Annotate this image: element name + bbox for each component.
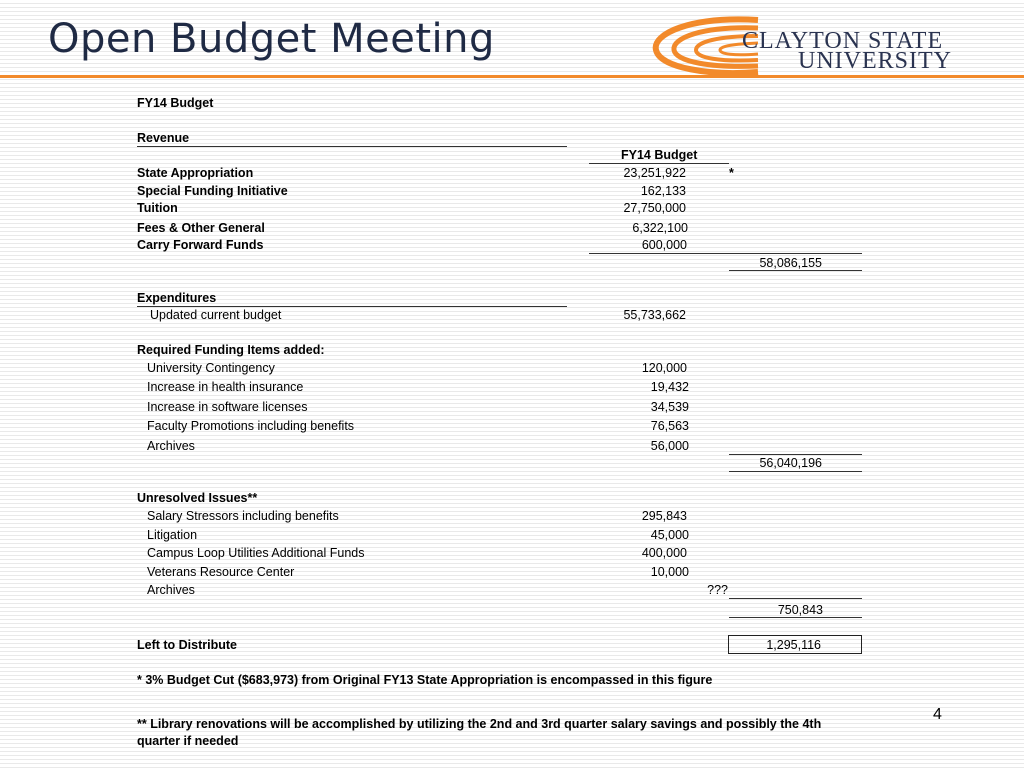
unresolved-item-label: Campus Loop Utilities Additional Funds <box>147 546 365 560</box>
revenue-item-label: State Appropriation <box>137 166 254 180</box>
required-item-label: Archives <box>147 439 195 453</box>
logo-text-line1: CLAYTON STATE <box>742 28 944 54</box>
footnote-library: ** Library renovations will be accomplished by utilizing the 2nd and 3rd quarter salary savings and possibly the 4th quarter if needed <box>137 717 822 748</box>
university-logo <box>650 14 980 78</box>
logo-text-line2: UNIVERSITY <box>798 48 952 74</box>
required-total-underline <box>729 471 862 472</box>
revenue-note-marker: * <box>729 166 734 180</box>
revenue-item-value: 23,251,922 <box>623 166 686 180</box>
unresolved-item-label: Litigation <box>147 528 198 542</box>
unresolved-subtotal-rule <box>729 598 862 599</box>
required-item-value: 76,563 <box>650 419 689 433</box>
required-item-label: Increase in software licenses <box>147 400 308 414</box>
revenue-item-label: Carry Forward Funds <box>137 238 264 252</box>
revenue-item-value: 27,750,000 <box>623 201 686 215</box>
revenue-subtotal-rule <box>589 253 862 254</box>
page-title: Open Budget Meeting <box>48 16 495 62</box>
page-number: 4 <box>933 706 942 723</box>
revenue-total-underline <box>729 270 862 271</box>
unresolved-item-value: 400,000 <box>641 546 687 560</box>
revenue-item-value: 6,322,100 <box>632 221 688 235</box>
required-item-value: 56,000 <box>650 439 689 453</box>
unresolved-item-label: Veterans Resource Center <box>147 565 295 579</box>
required-item-value: 120,000 <box>641 361 687 375</box>
unresolved-heading: Unresolved Issues** <box>137 491 258 505</box>
unresolved-item-value: 295,843 <box>641 509 687 523</box>
left-to-distribute-value: 1,295,116 <box>766 638 821 652</box>
footnote-budget-cut: * 3% Budget Cut ($683,973) from Original FY13 State Appropriation is encompassed in this figure <box>137 673 713 687</box>
required-item-label: Faculty Promotions including benefits <box>147 419 355 433</box>
required-subtotal-rule <box>729 454 862 455</box>
unresolved-item-label: Salary Stressors including benefits <box>147 509 339 523</box>
revenue-item-value: 600,000 <box>641 238 687 252</box>
revenue-item-value: 162,133 <box>640 184 686 198</box>
expenditures-underline <box>137 306 567 307</box>
required-item-label: University Contingency <box>147 361 275 375</box>
title-divider <box>0 75 1024 78</box>
revenue-heading: Revenue <box>137 131 190 145</box>
required-heading: Required Funding Items added: <box>137 343 325 357</box>
revenue-underline <box>137 146 567 147</box>
fy14-heading: FY14 Budget <box>137 96 214 110</box>
revenue-item-label: Tuition <box>137 201 178 215</box>
required-total: 56,040,196 <box>759 456 822 470</box>
required-item-value: 34,539 <box>650 400 689 414</box>
unresolved-item-value: ??? <box>707 583 728 597</box>
required-item-value: 19,432 <box>650 380 689 394</box>
expenditures-heading: Expenditures <box>137 291 217 305</box>
column-header-underline <box>589 163 729 164</box>
expenditure-item-value: 55,733,662 <box>623 308 686 322</box>
unresolved-item-value: 10,000 <box>650 565 689 579</box>
revenue-item-label: Fees & Other General <box>137 221 265 235</box>
fy14-column-header: FY14 Budget <box>621 148 698 162</box>
left-to-distribute-label: Left to Distribute <box>137 638 237 652</box>
expenditure-item-label: Updated current budget <box>150 308 282 322</box>
unresolved-total: 750,843 <box>777 603 823 617</box>
unresolved-total-underline <box>729 617 862 618</box>
revenue-total: 58,086,155 <box>759 256 822 270</box>
unresolved-item-label: Archives <box>147 583 195 597</box>
revenue-item-label: Special Funding Initiative <box>137 184 288 198</box>
required-item-label: Increase in health insurance <box>147 380 304 394</box>
unresolved-item-value: 45,000 <box>650 528 689 542</box>
